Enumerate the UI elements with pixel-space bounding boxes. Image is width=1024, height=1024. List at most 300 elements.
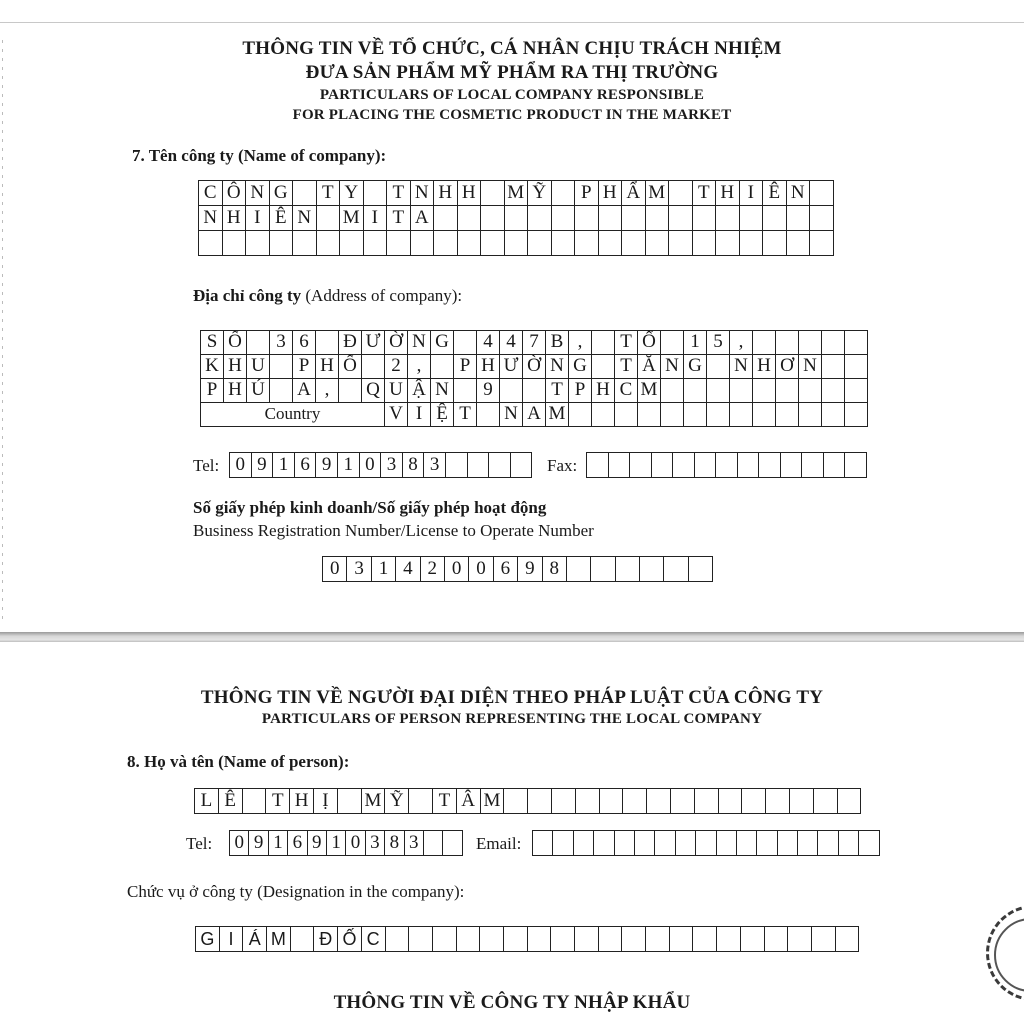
form-cell[interactable]: 0	[445, 557, 469, 582]
form-cell[interactable]: V	[385, 403, 408, 427]
form-cell[interactable]: Ệ	[431, 403, 454, 427]
form-cell[interactable]	[270, 231, 294, 256]
form-cell[interactable]	[740, 231, 764, 256]
form-cell[interactable]: Ê	[219, 789, 243, 814]
form-cell[interactable]	[693, 206, 717, 231]
form-cell[interactable]: T	[266, 789, 290, 814]
form-cell[interactable]: 0	[346, 831, 365, 856]
license-number-grid[interactable]	[322, 556, 713, 582]
form-cell[interactable]	[489, 453, 511, 478]
form-cell[interactable]: P	[293, 355, 316, 379]
form-cell[interactable]	[693, 927, 717, 952]
form-cell[interactable]: Đ	[339, 331, 362, 355]
form-cell[interactable]: G	[569, 355, 592, 379]
form-cell[interactable]: M	[646, 181, 670, 206]
form-cell[interactable]	[622, 231, 646, 256]
form-cell[interactable]	[787, 206, 811, 231]
form-cell[interactable]: N	[661, 355, 684, 379]
form-cell[interactable]: N	[411, 181, 435, 206]
form-cell[interactable]	[759, 453, 781, 478]
form-cell[interactable]: M	[267, 927, 291, 952]
form-cell[interactable]	[587, 453, 609, 478]
form-cell[interactable]	[730, 379, 753, 403]
form-cell[interactable]: I	[408, 403, 431, 427]
form-cell[interactable]: ,	[316, 379, 339, 403]
form-cell[interactable]	[859, 831, 879, 856]
form-cell[interactable]	[630, 453, 652, 478]
form-cell[interactable]: 9	[518, 557, 542, 582]
form-cell[interactable]	[802, 453, 824, 478]
form-cell[interactable]	[646, 927, 670, 952]
form-cell[interactable]: Ờ	[385, 331, 408, 355]
form-cell[interactable]: ,	[569, 331, 592, 355]
form-cell[interactable]	[696, 831, 716, 856]
form-cell[interactable]	[707, 403, 730, 427]
form-cell[interactable]: 1	[269, 831, 288, 856]
form-cell[interactable]: Ư	[500, 355, 523, 379]
form-cell[interactable]	[552, 181, 576, 206]
form-cell[interactable]: T	[615, 331, 638, 355]
form-cell[interactable]	[812, 927, 836, 952]
form-cell[interactable]	[246, 231, 270, 256]
company-name-grid[interactable]	[198, 180, 834, 256]
form-cell[interactable]	[599, 927, 623, 952]
form-cell[interactable]	[409, 927, 433, 952]
form-cell[interactable]	[695, 789, 719, 814]
form-cell[interactable]: H	[223, 206, 247, 231]
form-cell[interactable]	[707, 355, 730, 379]
form-cell[interactable]: H	[599, 181, 623, 206]
form-cell[interactable]	[717, 927, 741, 952]
form-cell[interactable]: Q	[362, 379, 385, 403]
form-cell[interactable]: M	[340, 206, 364, 231]
form-cell[interactable]	[340, 231, 364, 256]
form-cell[interactable]: Y	[340, 181, 364, 206]
form-cell[interactable]	[575, 927, 599, 952]
form-cell[interactable]	[528, 789, 552, 814]
form-cell[interactable]	[669, 231, 693, 256]
form-cell[interactable]	[317, 231, 341, 256]
form-cell[interactable]	[818, 831, 838, 856]
form-cell[interactable]	[845, 355, 868, 379]
form-cell[interactable]: H	[458, 181, 482, 206]
form-cell[interactable]	[293, 231, 317, 256]
form-cell[interactable]: 0	[469, 557, 493, 582]
form-cell[interactable]	[671, 789, 695, 814]
person-name-grid[interactable]	[194, 788, 861, 814]
form-cell[interactable]	[845, 453, 867, 478]
form-cell[interactable]	[574, 831, 594, 856]
form-cell[interactable]: 0	[323, 557, 347, 582]
form-cell[interactable]: Ơ	[776, 355, 799, 379]
form-cell[interactable]	[661, 379, 684, 403]
form-cell[interactable]	[468, 453, 490, 478]
designation-grid[interactable]	[195, 926, 859, 952]
form-cell[interactable]: H	[434, 181, 458, 206]
form-cell[interactable]: N	[293, 206, 317, 231]
form-cell[interactable]	[386, 927, 410, 952]
form-cell[interactable]	[664, 557, 688, 582]
form-cell[interactable]: G	[684, 355, 707, 379]
form-cell[interactable]: Ẩ	[622, 181, 646, 206]
form-cell[interactable]	[481, 206, 505, 231]
form-cell[interactable]	[434, 231, 458, 256]
form-cell[interactable]	[317, 206, 341, 231]
form-cell[interactable]: H	[716, 181, 740, 206]
form-cell[interactable]	[689, 557, 713, 582]
form-cell[interactable]	[270, 355, 293, 379]
form-cell[interactable]	[763, 206, 787, 231]
person-email-grid[interactable]	[532, 830, 880, 856]
form-cell[interactable]	[591, 557, 615, 582]
form-cell[interactable]: 1	[684, 331, 707, 355]
form-cell[interactable]	[655, 831, 675, 856]
form-cell[interactable]: 3	[366, 831, 385, 856]
form-cell[interactable]: 4	[396, 557, 420, 582]
form-cell[interactable]	[424, 831, 443, 856]
form-cell[interactable]	[838, 789, 862, 814]
form-cell[interactable]	[822, 379, 845, 403]
form-cell[interactable]	[443, 831, 462, 856]
form-cell[interactable]	[575, 206, 599, 231]
form-cell[interactable]	[293, 181, 317, 206]
form-cell[interactable]: H	[290, 789, 314, 814]
form-cell[interactable]	[738, 453, 760, 478]
form-cell[interactable]: 2	[385, 355, 408, 379]
form-cell[interactable]	[411, 231, 435, 256]
form-cell[interactable]	[623, 789, 647, 814]
form-cell[interactable]: 9	[477, 379, 500, 403]
form-cell[interactable]	[505, 206, 529, 231]
form-cell[interactable]: P	[575, 181, 599, 206]
form-cell[interactable]	[552, 789, 576, 814]
form-cell[interactable]: 8	[403, 453, 425, 478]
form-cell[interactable]: 0	[230, 831, 249, 856]
form-cell[interactable]	[551, 927, 575, 952]
form-cell[interactable]: 9	[308, 831, 327, 856]
form-cell[interactable]	[316, 331, 339, 355]
form-cell[interactable]: Á	[243, 927, 267, 952]
form-cell[interactable]	[600, 789, 624, 814]
form-cell[interactable]	[742, 789, 766, 814]
form-cell[interactable]: 3	[270, 331, 293, 355]
form-cell[interactable]: H	[316, 355, 339, 379]
form-cell[interactable]	[446, 453, 468, 478]
form-cell[interactable]: Ỹ	[528, 181, 552, 206]
form-cell[interactable]	[247, 331, 270, 355]
form-cell[interactable]	[615, 403, 638, 427]
form-cell[interactable]	[594, 831, 614, 856]
form-cell[interactable]	[523, 379, 546, 403]
form-cell[interactable]	[765, 927, 789, 952]
form-cell[interactable]: T	[387, 206, 411, 231]
form-cell[interactable]	[730, 403, 753, 427]
form-cell[interactable]: M	[546, 403, 569, 427]
form-cell[interactable]: 1	[273, 453, 295, 478]
form-cell[interactable]	[362, 355, 385, 379]
form-cell[interactable]	[592, 355, 615, 379]
form-cell[interactable]	[845, 379, 868, 403]
form-cell[interactable]	[364, 231, 388, 256]
form-cell[interactable]	[673, 453, 695, 478]
form-cell[interactable]	[553, 831, 573, 856]
form-cell[interactable]: ,	[408, 355, 431, 379]
form-cell[interactable]	[845, 403, 868, 427]
form-cell[interactable]: T	[387, 181, 411, 206]
form-cell[interactable]	[409, 789, 433, 814]
form-cell[interactable]	[652, 453, 674, 478]
form-cell[interactable]	[676, 831, 696, 856]
form-cell[interactable]: N	[787, 181, 811, 206]
form-cell[interactable]: 8	[543, 557, 567, 582]
form-cell[interactable]: M	[638, 379, 661, 403]
form-cell[interactable]	[661, 331, 684, 355]
form-cell[interactable]: 8	[385, 831, 404, 856]
form-cell[interactable]: K	[201, 355, 224, 379]
form-cell[interactable]	[457, 927, 481, 952]
form-cell[interactable]: Ư	[362, 331, 385, 355]
form-cell[interactable]	[799, 403, 822, 427]
form-cell[interactable]	[243, 789, 267, 814]
form-cell[interactable]: 1	[327, 831, 346, 856]
form-cell[interactable]	[609, 453, 631, 478]
form-cell[interactable]: P	[201, 379, 224, 403]
form-cell[interactable]: H	[592, 379, 615, 403]
form-cell[interactable]: C	[615, 379, 638, 403]
form-cell[interactable]	[798, 831, 818, 856]
form-cell[interactable]: G	[270, 181, 294, 206]
form-cell[interactable]	[737, 831, 757, 856]
form-cell[interactable]	[434, 206, 458, 231]
form-cell[interactable]: Ê	[763, 181, 787, 206]
form-cell[interactable]	[458, 231, 482, 256]
company-fax-grid[interactable]	[586, 452, 867, 478]
form-cell[interactable]	[638, 403, 661, 427]
form-cell[interactable]	[592, 331, 615, 355]
form-cell[interactable]: 9	[249, 831, 268, 856]
person-tel-grid[interactable]	[229, 830, 463, 856]
form-cell[interactable]: 3	[347, 557, 371, 582]
form-cell[interactable]	[822, 403, 845, 427]
form-cell[interactable]	[569, 403, 592, 427]
form-cell[interactable]	[640, 557, 664, 582]
form-cell[interactable]	[480, 927, 504, 952]
form-cell[interactable]: Ô	[223, 181, 247, 206]
form-cell[interactable]	[707, 379, 730, 403]
form-cell[interactable]: Ố	[224, 331, 247, 355]
form-cell[interactable]: T	[615, 355, 638, 379]
form-cell[interactable]	[291, 927, 315, 952]
form-cell[interactable]	[387, 231, 411, 256]
form-cell[interactable]: T	[546, 379, 569, 403]
form-cell[interactable]: N	[246, 181, 270, 206]
form-cell[interactable]	[810, 181, 834, 206]
form-cell[interactable]: P	[569, 379, 592, 403]
form-cell[interactable]	[622, 927, 646, 952]
form-cell[interactable]	[511, 453, 533, 478]
form-cell[interactable]: N	[799, 355, 822, 379]
form-cell[interactable]	[223, 231, 247, 256]
form-cell[interactable]: U	[247, 355, 270, 379]
form-cell[interactable]: 1	[338, 453, 360, 478]
form-cell[interactable]	[599, 206, 623, 231]
form-cell[interactable]	[533, 831, 553, 856]
form-cell[interactable]	[528, 927, 552, 952]
form-cell[interactable]	[776, 403, 799, 427]
form-cell[interactable]	[635, 831, 655, 856]
form-cell[interactable]: I	[246, 206, 270, 231]
form-cell[interactable]	[670, 927, 694, 952]
form-cell[interactable]	[716, 206, 740, 231]
form-cell[interactable]	[454, 379, 477, 403]
form-cell[interactable]: C	[199, 181, 223, 206]
form-cell[interactable]	[454, 331, 477, 355]
form-cell[interactable]	[338, 789, 362, 814]
form-cell[interactable]: M	[505, 181, 529, 206]
form-cell[interactable]: 6	[295, 453, 317, 478]
form-cell[interactable]: Ê	[270, 206, 294, 231]
form-cell[interactable]	[504, 789, 528, 814]
form-cell[interactable]: 5	[707, 331, 730, 355]
form-cell[interactable]	[528, 231, 552, 256]
form-cell[interactable]: N	[730, 355, 753, 379]
form-cell[interactable]: Ỹ	[385, 789, 409, 814]
form-cell[interactable]	[766, 789, 790, 814]
form-cell[interactable]	[431, 355, 454, 379]
form-cell[interactable]: C	[362, 927, 386, 952]
form-cell[interactable]: 3	[405, 831, 424, 856]
form-cell[interactable]	[778, 831, 798, 856]
form-cell[interactable]: U	[385, 379, 408, 403]
form-cell[interactable]	[836, 927, 860, 952]
form-cell[interactable]	[716, 453, 738, 478]
form-cell[interactable]	[845, 331, 868, 355]
form-cell[interactable]	[822, 355, 845, 379]
form-cell[interactable]	[799, 379, 822, 403]
form-cell[interactable]	[740, 206, 764, 231]
form-cell[interactable]: 0	[360, 453, 382, 478]
form-cell[interactable]	[364, 181, 388, 206]
form-cell[interactable]: 2	[421, 557, 445, 582]
form-cell[interactable]	[814, 789, 838, 814]
form-cell[interactable]	[622, 206, 646, 231]
form-cell[interactable]: ,	[730, 331, 753, 355]
form-cell[interactable]	[717, 831, 737, 856]
form-cell[interactable]	[646, 206, 670, 231]
form-cell[interactable]	[787, 231, 811, 256]
form-cell[interactable]	[500, 379, 523, 403]
form-cell[interactable]: H	[224, 379, 247, 403]
form-cell[interactable]: H	[753, 355, 776, 379]
form-cell[interactable]	[788, 927, 812, 952]
form-cell[interactable]	[270, 379, 293, 403]
form-cell[interactable]: H	[477, 355, 500, 379]
form-cell[interactable]	[822, 331, 845, 355]
form-cell[interactable]: A	[523, 403, 546, 427]
form-cell[interactable]	[433, 927, 457, 952]
form-cell[interactable]	[684, 403, 707, 427]
form-cell[interactable]: N	[199, 206, 223, 231]
form-cell[interactable]	[505, 231, 529, 256]
form-cell[interactable]	[781, 453, 803, 478]
form-cell[interactable]: 6	[293, 331, 316, 355]
company-address-grid[interactable]	[200, 330, 868, 427]
form-cell[interactable]	[810, 206, 834, 231]
form-cell[interactable]: Đ	[314, 927, 338, 952]
form-cell[interactable]: T	[433, 789, 457, 814]
form-cell[interactable]: N	[500, 403, 523, 427]
form-cell[interactable]: Ố	[339, 355, 362, 379]
form-cell[interactable]	[824, 453, 846, 478]
form-cell[interactable]: 4	[500, 331, 523, 355]
form-cell[interactable]: G	[431, 331, 454, 355]
form-cell[interactable]: M	[481, 789, 505, 814]
form-cell[interactable]: H	[224, 355, 247, 379]
form-cell[interactable]	[481, 231, 505, 256]
form-cell[interactable]	[481, 181, 505, 206]
form-cell[interactable]: M	[362, 789, 386, 814]
form-cell[interactable]: I	[364, 206, 388, 231]
form-cell[interactable]: Ú	[247, 379, 270, 403]
form-cell[interactable]	[615, 831, 635, 856]
form-cell[interactable]: T	[317, 181, 341, 206]
form-cell[interactable]: T	[454, 403, 477, 427]
form-cell[interactable]	[741, 927, 765, 952]
form-cell[interactable]: 9	[316, 453, 338, 478]
form-cell[interactable]	[684, 379, 707, 403]
form-cell[interactable]: I	[740, 181, 764, 206]
form-cell[interactable]: P	[454, 355, 477, 379]
form-cell[interactable]: L	[195, 789, 219, 814]
form-cell[interactable]: 0	[230, 453, 252, 478]
form-cell[interactable]	[753, 403, 776, 427]
form-cell[interactable]	[575, 231, 599, 256]
form-cell[interactable]	[661, 403, 684, 427]
form-cell[interactable]	[753, 379, 776, 403]
form-cell[interactable]	[810, 231, 834, 256]
form-cell[interactable]: Ậ	[408, 379, 431, 403]
form-cell[interactable]	[799, 331, 822, 355]
form-cell[interactable]: Ị	[314, 789, 338, 814]
form-cell[interactable]	[693, 231, 717, 256]
form-cell[interactable]: Ố	[338, 927, 362, 952]
form-cell[interactable]	[669, 181, 693, 206]
form-cell[interactable]	[669, 206, 693, 231]
form-cell[interactable]: N	[408, 331, 431, 355]
form-cell[interactable]	[576, 789, 600, 814]
form-cell[interactable]: Ổ	[638, 331, 661, 355]
form-cell[interactable]: 1	[372, 557, 396, 582]
form-cell[interactable]	[647, 789, 671, 814]
form-cell[interactable]	[839, 831, 859, 856]
form-cell[interactable]: N	[546, 355, 569, 379]
form-cell[interactable]: A	[293, 379, 316, 403]
form-cell[interactable]	[790, 789, 814, 814]
form-cell[interactable]: G	[196, 927, 220, 952]
form-cell[interactable]	[592, 403, 615, 427]
form-cell[interactable]	[757, 831, 777, 856]
form-cell[interactable]	[776, 379, 799, 403]
form-cell[interactable]: 4	[477, 331, 500, 355]
form-cell[interactable]: N	[431, 379, 454, 403]
form-cell[interactable]	[599, 231, 623, 256]
form-cell[interactable]: 9	[252, 453, 274, 478]
form-cell[interactable]: 3	[381, 453, 403, 478]
form-cell[interactable]: Â	[457, 789, 481, 814]
form-cell[interactable]	[646, 231, 670, 256]
form-cell[interactable]	[458, 206, 482, 231]
form-cell[interactable]: I	[220, 927, 244, 952]
